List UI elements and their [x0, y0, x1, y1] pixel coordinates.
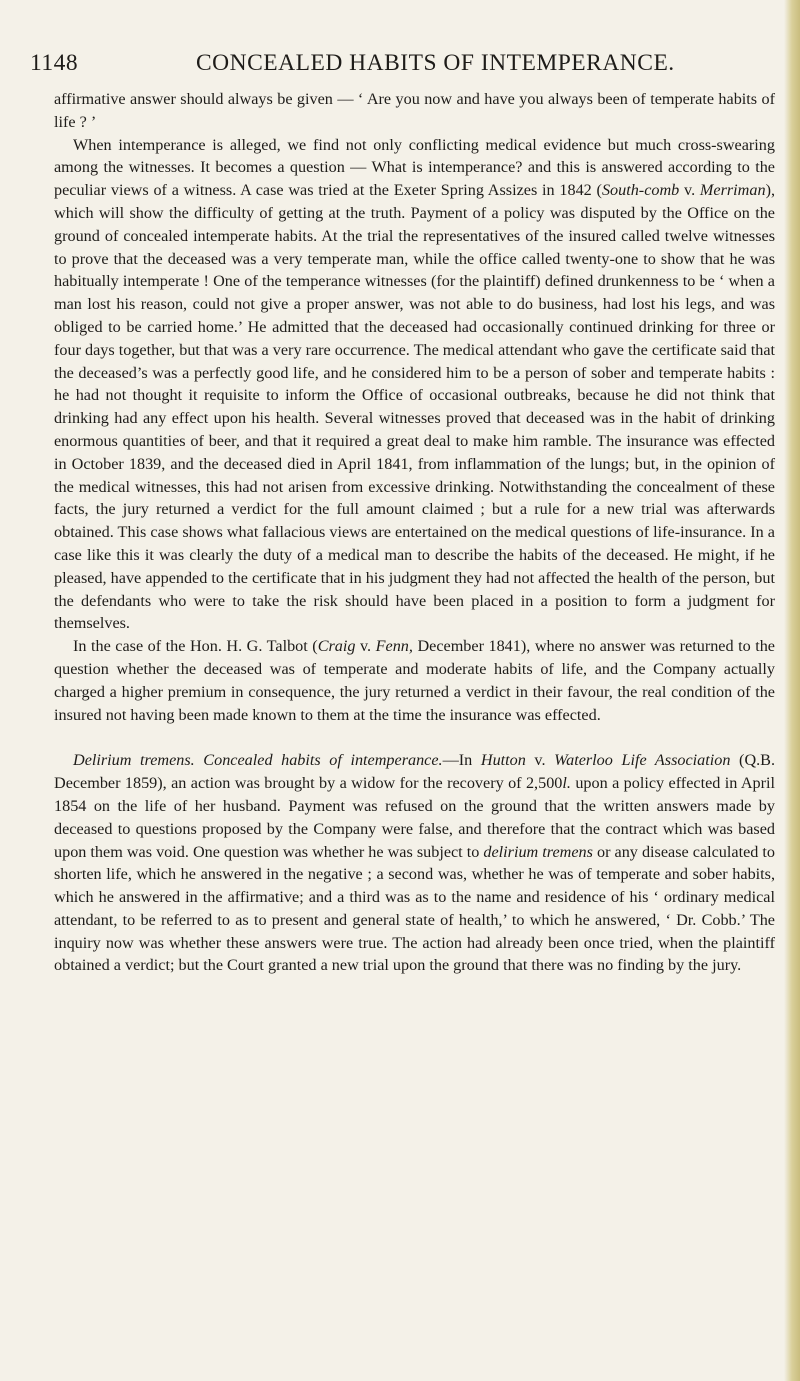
page-number: 1148	[30, 50, 79, 76]
paragraph-hutton-case: Delirium tremens. Concealed habits of intemperance.—In Hutton v. Waterloo Life Association (Q.B. December 1859), an action was brought by a widow for the recovery of 2,500l. upon a policy effected in April 1854 on the life of her husband. Payment was refused on the ground that the written answers made by deceased to questions proposed by the Company were false, and therefore that the contract which was based upon them was void. One question was whether he was subject to delirium tremens or any disease calculated to shorten life, which he answered in the negative ; a second was, whether he was of temperate and sober habits, which he answered in the affirmative; and a third was as to the name and residence of his ‘ ordinary medical attendant, to be referred to as to present and general state of health,’ to which he answered, ‘ Dr. Cobb.’ The inquiry now was whether these answers were true. The action had already been once tried, when the plaintiff obtained a verdict; but the Court granted a new trial upon the ground that there was no finding by the jury.	[54, 751, 776, 975]
paragraph-southcomb-case: When intemperance is alleged, we find not only conflicting medical evidence but much cross-swearing among the witnesses. It becomes a question — What is intemperance? and this is answered according to the peculiar views of a witness. A case was tried at the Exeter Spring Assizes in 1842 (South-comb v. Merriman), which will show the difficulty of getting at the truth. Payment of a policy was disputed by the Office on the ground of concealed intemperate habits. At the trial the representatives of the insured called twelve witnesses to prove that the deceased was a very temperate man, while the office called twenty-one to show that he was habitually intemperate ! One of the temperance witnesses (for the plaintiff) defined drunkenness to be ‘ when a man lost his reason, could not give a proper answer, was not able to do business, had lost his legs, and was obliged to be carried home.’ He admitted that the deceased had occasionally continued drinking for three or four days together, but that was a very rare occurrence. The medical attendant who gave the certificate said that the deceased’s was a perfectly good life, and he considered him to be a person of sober and temperate habits : he had not thought it requisite to inform the Office of occasional outbreaks, because he did not think that drinking had any effect upon his health. Several witnesses proved that deceased was in the habit of drinking enormous quantities of beer, and that it required a great deal to make him ramble. The insurance was effected in October 1839, and the deceased died in April 1841, from inflammation of the lungs; but, in the opinion of the medical witnesses, this had not arisen from excessive drinking. Notwithstanding the concealment of these facts, the jury returned a verdict for the full amount claimed ; but a rule for a new trial was afterwards obtained. This case shows what fallacious views are entertained on the medical questions of life-insurance. In a case like this it was clearly the duty of a medical man to describe the habits of the deceased. He might, if he pleased, have appended to the certificate that in his judgment they had not affected the health of the person, but the defendants who were to take the risk should have been placed in a position to form a judgment for themselves.	[54, 135, 775, 633]
paragraph-continuation: affirmative answer should always be given — ‘ Are you now and have you always been of temperate habits of life ? ’	[54, 90, 775, 131]
body-text	[54, 88, 775, 977]
page-edge	[784, 0, 800, 1381]
paragraph-talbot-case: In the case of the Hon. H. G. Talbot (Craig v. Fenn, December 1841), where no answer was returned to the question whether the deceased was of temperate and moderate habits of life, and the Company actually charged a higher premium in consequence, the jury returned a verdict in their favour, the real condition of the insured not having been made known to them at the time the insurance was effected.	[54, 637, 775, 724]
running-title: CONCEALED HABITS OF INTEMPERANCE.	[196, 50, 675, 76]
